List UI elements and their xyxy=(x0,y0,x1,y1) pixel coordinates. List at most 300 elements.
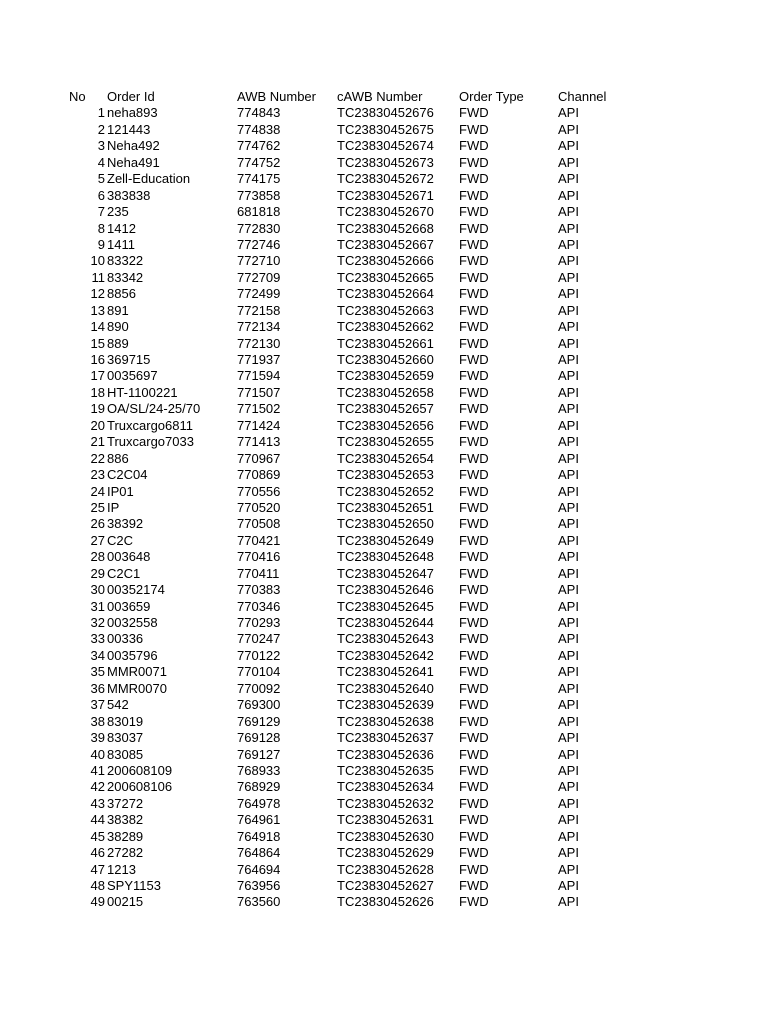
cell-cawb-number: TC23830452628 xyxy=(337,861,434,877)
cell-no: 17 xyxy=(90,368,105,384)
cell-channel: API xyxy=(558,434,579,450)
cell-cawb-number: TC23830452652 xyxy=(337,483,434,499)
cell-cawb-number: TC23830452674 xyxy=(337,138,434,154)
table-row xyxy=(0,894,768,910)
cell-order-id: MMR0070 xyxy=(107,680,167,696)
cell-order-id: 0032558 xyxy=(107,615,158,630)
cell-no: 10 xyxy=(90,253,105,269)
cell-channel: API xyxy=(558,384,579,400)
cell-order-id: C2C04 xyxy=(107,467,148,483)
cell-cawb-number: TC23830452662 xyxy=(337,319,434,335)
cell-channel: API xyxy=(558,549,579,565)
cell-no: 23 xyxy=(90,467,105,483)
cell-awb-number: 772130 xyxy=(237,335,281,351)
cell-awb-number: 770508 xyxy=(237,516,281,532)
table-row xyxy=(0,286,768,302)
cell-cawb-number: TC23830452629 xyxy=(337,845,434,861)
cell-no: 37 xyxy=(90,697,105,713)
cell-order-id: 83019 xyxy=(107,713,144,729)
cell-channel: API xyxy=(558,762,579,778)
cell-cawb-number: TC23830452657 xyxy=(337,401,434,417)
table-row xyxy=(0,204,768,220)
cell-awb-number: 770346 xyxy=(237,598,281,614)
cell-order-id: 890 xyxy=(107,319,129,335)
cell-awb-number: 770293 xyxy=(237,615,281,630)
header-cawb-number: cAWB Number xyxy=(337,89,423,104)
cell-cawb-number: TC23830452672 xyxy=(337,171,434,187)
cell-order-type: FWD xyxy=(459,762,489,778)
cell-awb-number: 774843 xyxy=(237,105,281,121)
table-row xyxy=(0,467,768,483)
cell-order-id: Truxcargo7033 xyxy=(107,434,194,450)
table-body xyxy=(0,105,768,910)
cell-awb-number: 763956 xyxy=(237,878,281,893)
cell-cawb-number: TC23830452656 xyxy=(337,417,434,433)
cell-awb-number: 770416 xyxy=(237,549,281,565)
cell-cawb-number: TC23830452667 xyxy=(337,236,434,252)
cell-channel: API xyxy=(558,138,579,154)
cell-cawb-number: TC23830452647 xyxy=(337,565,434,581)
cell-cawb-number: TC23830452627 xyxy=(337,878,434,893)
table-row xyxy=(0,237,768,253)
cell-awb-number: 772710 xyxy=(237,253,281,269)
cell-channel: API xyxy=(558,828,579,844)
cell-channel: API xyxy=(558,368,579,384)
cell-no: 24 xyxy=(90,483,105,499)
cell-order-type: FWD xyxy=(459,204,489,220)
cell-channel: API xyxy=(558,352,579,367)
cell-awb-number: 770383 xyxy=(237,582,281,598)
cell-channel: API xyxy=(558,187,579,203)
cell-awb-number: 770247 xyxy=(237,631,281,647)
cell-cawb-number: TC23830452635 xyxy=(337,762,434,778)
cell-cawb-number: TC23830452640 xyxy=(337,680,434,696)
table-row xyxy=(0,779,768,795)
cell-cawb-number: TC23830452646 xyxy=(337,582,434,598)
cell-no: 39 xyxy=(90,730,105,746)
table-row xyxy=(0,155,768,171)
cell-order-type: FWD xyxy=(459,253,489,269)
cell-order-type: FWD xyxy=(459,269,489,285)
cell-channel: API xyxy=(558,631,579,647)
cell-awb-number: 771507 xyxy=(237,384,281,400)
cell-awb-number: 770967 xyxy=(237,450,281,466)
table-row xyxy=(0,352,768,368)
cell-awb-number: 770421 xyxy=(237,532,281,548)
header-order-type: Order Type xyxy=(459,89,524,104)
cell-channel: API xyxy=(558,795,579,811)
cell-no: 13 xyxy=(90,302,105,318)
cell-order-id: 003648 xyxy=(107,549,151,565)
cell-cawb-number: TC23830452642 xyxy=(337,647,434,663)
cell-order-type: FWD xyxy=(459,105,489,121)
cell-awb-number: 772830 xyxy=(237,220,281,236)
cell-awb-number: 772134 xyxy=(237,319,281,335)
cell-cawb-number: TC23830452643 xyxy=(337,631,434,647)
table-row xyxy=(0,500,768,516)
cell-cawb-number: TC23830452673 xyxy=(337,154,434,170)
cell-awb-number: 770520 xyxy=(237,499,281,515)
cell-awb-number: 681818 xyxy=(237,204,281,220)
cell-cawb-number: TC23830452660 xyxy=(337,352,434,367)
cell-order-type: FWD xyxy=(459,220,489,236)
cell-cawb-number: TC23830452665 xyxy=(337,269,434,285)
cell-order-id: 00352174 xyxy=(107,582,165,598)
cell-order-id: C2C xyxy=(107,532,134,548)
header-row xyxy=(0,89,768,105)
table-row xyxy=(0,582,768,598)
cell-no: 3 xyxy=(97,138,105,154)
cell-order-id: OA/SL/24-25/70 xyxy=(107,401,201,417)
cell-no: 15 xyxy=(90,335,105,351)
table-row xyxy=(0,221,768,237)
cell-cawb-number: TC23830452668 xyxy=(337,220,434,236)
cell-order-type: FWD xyxy=(459,795,489,811)
cell-order-id: 38382 xyxy=(107,812,144,828)
cell-order-id: 27282 xyxy=(107,845,144,861)
cell-order-id: 83037 xyxy=(107,730,144,746)
cell-cawb-number: TC23830452663 xyxy=(337,302,434,318)
cell-cawb-number: TC23830452630 xyxy=(337,828,434,844)
cell-channel: API xyxy=(558,647,579,663)
cell-order-id: HT-1100221 xyxy=(107,384,178,400)
cell-cawb-number: TC23830452661 xyxy=(337,335,434,351)
cell-awb-number: 770411 xyxy=(237,565,280,581)
cell-order-type: FWD xyxy=(459,499,489,515)
cell-no: 27 xyxy=(90,532,105,548)
cell-order-type: FWD xyxy=(459,631,489,647)
cell-no: 48 xyxy=(90,878,105,893)
cell-channel: API xyxy=(558,220,579,236)
cell-order-type: FWD xyxy=(459,894,489,910)
table-row xyxy=(0,105,768,121)
cell-channel: API xyxy=(558,204,579,220)
cell-order-id: C2C1 xyxy=(107,565,141,581)
cell-order-id: Truxcargo6811 xyxy=(107,417,193,433)
cell-order-type: FWD xyxy=(459,861,489,877)
cell-order-type: FWD xyxy=(459,335,489,351)
cell-no: 45 xyxy=(90,828,105,844)
cell-awb-number: 769127 xyxy=(237,746,281,762)
cell-no: 25 xyxy=(90,499,105,515)
cell-channel: API xyxy=(558,582,579,598)
cell-order-type: FWD xyxy=(459,697,489,713)
cell-order-type: FWD xyxy=(459,401,489,417)
cell-channel: API xyxy=(558,105,579,121)
cell-channel: API xyxy=(558,746,579,762)
cell-cawb-number: TC23830452639 xyxy=(337,697,434,713)
cell-order-type: FWD xyxy=(459,812,489,828)
cell-order-id: neha893 xyxy=(107,105,158,121)
cell-cawb-number: TC23830452645 xyxy=(337,598,434,614)
cell-order-type: FWD xyxy=(459,450,489,466)
cell-no: 14 xyxy=(90,319,105,335)
cell-order-type: FWD xyxy=(459,664,489,680)
table-row xyxy=(0,451,768,467)
cell-cawb-number: TC23830452670 xyxy=(337,204,434,220)
cell-order-id: 1412 xyxy=(107,220,136,236)
cell-no: 32 xyxy=(90,615,105,630)
cell-awb-number: 764918 xyxy=(237,828,281,844)
table-row xyxy=(0,714,768,730)
cell-order-id: 235 xyxy=(107,204,129,220)
cell-channel: API xyxy=(558,450,579,466)
cell-awb-number: 770869 xyxy=(237,467,281,483)
cell-order-type: FWD xyxy=(459,615,489,630)
cell-no: 40 xyxy=(90,746,105,762)
cell-awb-number: 771594 xyxy=(237,368,281,384)
cell-channel: API xyxy=(558,154,579,170)
cell-awb-number: 764694 xyxy=(237,861,281,877)
cell-no: 22 xyxy=(90,450,105,466)
cell-cawb-number: TC23830452664 xyxy=(337,286,434,302)
cell-order-type: FWD xyxy=(459,187,489,203)
table-row xyxy=(0,385,768,401)
table-row xyxy=(0,829,768,845)
cell-order-id: 83342 xyxy=(107,269,144,285)
cell-awb-number: 772158 xyxy=(237,302,281,318)
table-row xyxy=(0,747,768,763)
cell-awb-number: 774752 xyxy=(237,154,281,170)
cell-cawb-number: TC23830452631 xyxy=(337,812,434,828)
cell-order-type: FWD xyxy=(459,352,489,367)
cell-channel: API xyxy=(558,894,579,910)
cell-no: 7 xyxy=(97,204,105,220)
cell-cawb-number: TC23830452675 xyxy=(337,121,434,137)
cell-no: 41 xyxy=(90,762,105,778)
table-row xyxy=(0,599,768,615)
cell-awb-number: 773858 xyxy=(237,187,281,203)
cell-order-id: 8856 xyxy=(107,286,136,302)
cell-channel: API xyxy=(558,417,579,433)
cell-no: 9 xyxy=(97,236,105,252)
cell-channel: API xyxy=(558,680,579,696)
table-row xyxy=(0,270,768,286)
cell-order-type: FWD xyxy=(459,302,489,318)
table-row xyxy=(0,796,768,812)
cell-cawb-number: TC23830452650 xyxy=(337,516,434,532)
cell-order-id: 121443 xyxy=(107,121,151,137)
cell-awb-number: 768933 xyxy=(237,762,281,778)
cell-order-type: FWD xyxy=(459,434,489,450)
cell-order-id: MMR0071 xyxy=(107,664,167,680)
cell-order-type: FWD xyxy=(459,171,489,187)
cell-order-type: FWD xyxy=(459,319,489,335)
cell-order-id: 200608106 xyxy=(107,779,173,795)
cell-order-type: FWD xyxy=(459,236,489,252)
cell-cawb-number: TC23830452654 xyxy=(337,450,434,466)
cell-no: 4 xyxy=(97,154,105,170)
cell-order-type: FWD xyxy=(459,878,489,893)
cell-order-id: 1411 xyxy=(107,236,135,252)
cell-channel: API xyxy=(558,664,579,680)
cell-awb-number: 769300 xyxy=(237,697,281,713)
table-row xyxy=(0,401,768,417)
cell-order-id: 00336 xyxy=(107,631,144,647)
cell-no: 28 xyxy=(90,549,105,565)
table-row xyxy=(0,303,768,319)
cell-awb-number: 772746 xyxy=(237,236,281,252)
cell-channel: API xyxy=(558,401,579,417)
table-row xyxy=(0,566,768,582)
header-channel: Channel xyxy=(558,89,607,104)
cell-order-id: 83322 xyxy=(107,253,144,269)
cell-order-type: FWD xyxy=(459,730,489,746)
cell-order-id: 83085 xyxy=(107,746,144,762)
cell-no: 6 xyxy=(97,187,105,203)
cell-no: 47 xyxy=(90,861,105,877)
cell-awb-number: 771413 xyxy=(237,434,281,450)
cell-order-id: 369715 xyxy=(107,352,151,367)
cell-cawb-number: TC23830452676 xyxy=(337,105,434,121)
cell-channel: API xyxy=(558,236,579,252)
cell-order-id: SPY1153 xyxy=(107,878,161,893)
cell-channel: API xyxy=(558,171,579,187)
cell-cawb-number: TC23830452632 xyxy=(337,795,434,811)
cell-no: 44 xyxy=(90,812,105,828)
table-row xyxy=(0,484,768,500)
cell-order-id: Neha492 xyxy=(107,138,160,154)
cell-awb-number: 770104 xyxy=(237,664,281,680)
cell-order-type: FWD xyxy=(459,713,489,729)
cell-awb-number: 770556 xyxy=(237,483,281,499)
cell-channel: API xyxy=(558,286,579,302)
cell-order-type: FWD xyxy=(459,647,489,663)
cell-cawb-number: TC23830452634 xyxy=(337,779,434,795)
cell-no: 30 xyxy=(90,582,105,598)
cell-order-type: FWD xyxy=(459,417,489,433)
cell-no: 12 xyxy=(90,286,105,302)
cell-awb-number: 774838 xyxy=(237,121,281,137)
cell-channel: API xyxy=(558,516,579,532)
cell-order-id: 003659 xyxy=(107,598,151,614)
cell-order-type: FWD xyxy=(459,565,489,581)
cell-awb-number: 771937 xyxy=(237,352,281,367)
cell-awb-number: 770092 xyxy=(237,680,281,696)
table-row xyxy=(0,549,768,565)
table-row xyxy=(0,122,768,138)
cell-cawb-number: TC23830452666 xyxy=(337,253,434,269)
cell-order-id: 889 xyxy=(107,335,129,351)
header-no: No xyxy=(69,89,86,104)
table-row xyxy=(0,845,768,861)
table-row xyxy=(0,862,768,878)
cell-order-type: FWD xyxy=(459,746,489,762)
cell-channel: API xyxy=(558,615,579,630)
cell-channel: API xyxy=(558,730,579,746)
cell-cawb-number: TC23830452644 xyxy=(337,615,434,630)
cell-cawb-number: TC23830452636 xyxy=(337,746,434,762)
cell-channel: API xyxy=(558,483,579,499)
cell-channel: API xyxy=(558,779,579,795)
cell-no: 18 xyxy=(90,384,105,400)
cell-order-id: 0035796 xyxy=(107,647,158,663)
table-row xyxy=(0,319,768,335)
cell-cawb-number: TC23830452638 xyxy=(337,713,434,729)
cell-cawb-number: TC23830452641 xyxy=(337,664,434,680)
cell-order-id: IP xyxy=(107,499,120,515)
cell-order-id: 37272 xyxy=(107,795,144,811)
cell-cawb-number: TC23830452659 xyxy=(337,368,434,384)
cell-cawb-number: TC23830452648 xyxy=(337,549,434,565)
cell-awb-number: 763560 xyxy=(237,894,281,910)
cell-no: 36 xyxy=(90,680,105,696)
cell-cawb-number: TC23830452655 xyxy=(337,434,434,450)
cell-order-type: FWD xyxy=(459,121,489,137)
cell-order-type: FWD xyxy=(459,138,489,154)
cell-no: 11 xyxy=(91,269,105,285)
cell-no: 2 xyxy=(97,121,105,137)
cell-channel: API xyxy=(558,565,579,581)
header-order-id: Order Id xyxy=(107,89,155,104)
cell-order-type: FWD xyxy=(459,828,489,844)
cell-order-type: FWD xyxy=(459,516,489,532)
table-row xyxy=(0,171,768,187)
table-row xyxy=(0,368,768,384)
table-row xyxy=(0,631,768,647)
cell-no: 33 xyxy=(90,631,105,647)
cell-channel: API xyxy=(558,269,579,285)
cell-awb-number: 768929 xyxy=(237,779,281,795)
cell-no: 20 xyxy=(90,417,105,433)
cell-order-type: FWD xyxy=(459,680,489,696)
cell-channel: API xyxy=(558,302,579,318)
cell-no: 49 xyxy=(90,894,105,910)
cell-awb-number: 770122 xyxy=(237,647,281,663)
cell-order-type: FWD xyxy=(459,384,489,400)
table-row xyxy=(0,253,768,269)
cell-channel: API xyxy=(558,713,579,729)
cell-awb-number: 774175 xyxy=(237,171,281,187)
cell-order-type: FWD xyxy=(459,549,489,565)
table-row xyxy=(0,812,768,828)
cell-order-type: FWD xyxy=(459,368,489,384)
cell-order-id: 891 xyxy=(107,302,129,318)
cell-no: 46 xyxy=(90,845,105,861)
cell-awb-number: 771502 xyxy=(237,401,281,417)
cell-cawb-number: TC23830452671 xyxy=(337,187,434,203)
cell-channel: API xyxy=(558,499,579,515)
cell-channel: API xyxy=(558,121,579,137)
table-row xyxy=(0,681,768,697)
orders-table xyxy=(0,89,768,911)
cell-order-id: IP01 xyxy=(107,483,134,499)
table-row xyxy=(0,533,768,549)
cell-awb-number: 772499 xyxy=(237,286,281,302)
cell-order-id: 542 xyxy=(107,697,129,713)
cell-order-type: FWD xyxy=(459,779,489,795)
cell-awb-number: 769128 xyxy=(237,730,281,746)
cell-order-id: 38392 xyxy=(107,516,144,532)
cell-cawb-number: TC23830452651 xyxy=(337,499,434,515)
cell-awb-number: 769129 xyxy=(237,713,281,729)
cell-channel: API xyxy=(558,319,579,335)
cell-cawb-number: TC23830452649 xyxy=(337,532,434,548)
table-row xyxy=(0,138,768,154)
table-row xyxy=(0,664,768,680)
cell-channel: API xyxy=(558,532,579,548)
cell-cawb-number: TC23830452658 xyxy=(337,384,434,400)
cell-order-id: 383838 xyxy=(107,187,151,203)
cell-channel: API xyxy=(558,878,579,893)
cell-cawb-number: TC23830452653 xyxy=(337,467,434,483)
cell-order-id: 200608109 xyxy=(107,762,173,778)
cell-order-id: 38289 xyxy=(107,828,144,844)
table-row xyxy=(0,434,768,450)
table-row xyxy=(0,763,768,779)
cell-channel: API xyxy=(558,598,579,614)
cell-order-id: 1213 xyxy=(107,861,136,877)
